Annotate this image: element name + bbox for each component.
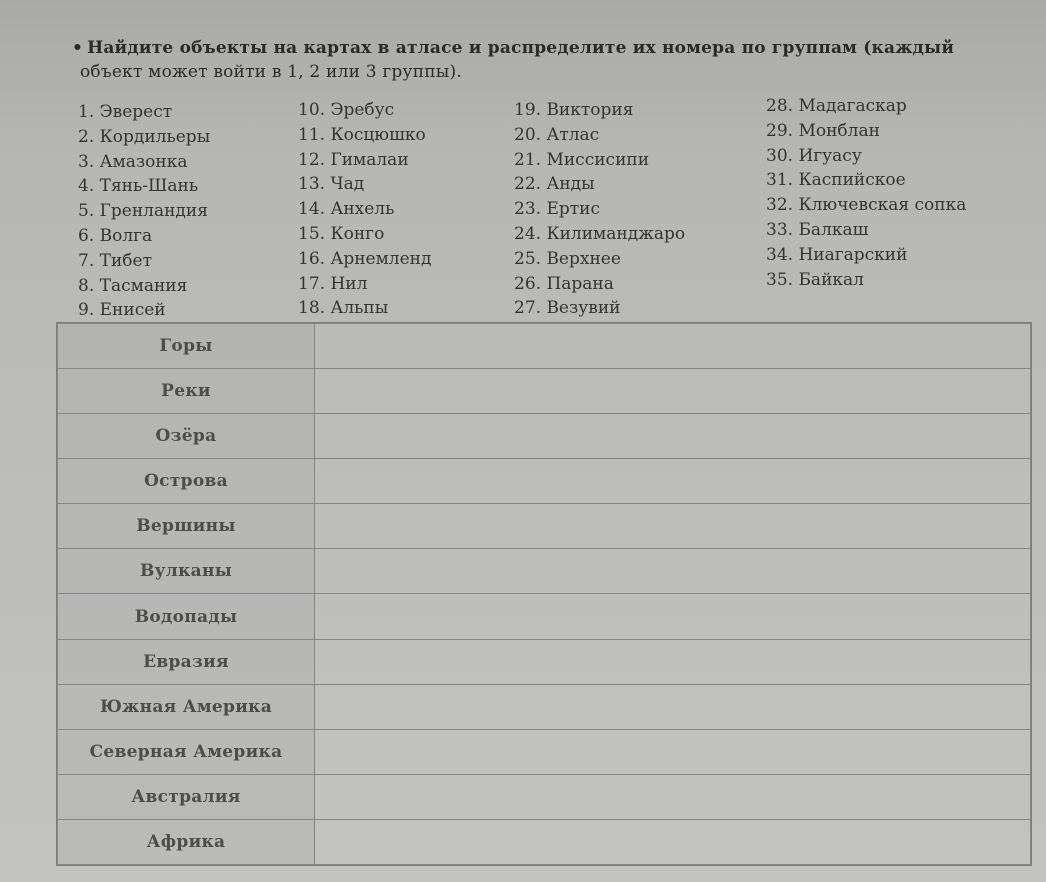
object-item: 22. Анды [514,174,595,195]
task-instruction [72,36,1012,84]
object-item: 2. Кордильеры [78,126,211,147]
object-item: 15. Конго [298,223,385,244]
bullet-icon: • [72,38,84,58]
table-row [58,639,1031,684]
object-item: 21. Миссисипи [514,149,650,170]
object-item: 11. Косцюшко [298,124,426,145]
answer-cell[interactable] [315,549,1031,594]
group-label: Африка [58,819,315,864]
object-item: 35. Байкал [766,269,864,290]
object-item: 3. Амазонка [78,151,188,172]
table-row [58,774,1031,819]
objects-column-3 [514,98,685,321]
object-item: 9. Енисей [78,300,166,321]
object-item: 1. Эверест [78,102,173,122]
task-line-2: объект может войти в 1, 2 или 3 группы). [80,62,462,82]
object-item: 33. Балкаш [766,219,869,240]
object-item: 16. Арнемленд [298,248,432,269]
object-item: 26. Парана [514,273,614,294]
table-row [58,504,1031,549]
groups-table [56,322,1032,866]
answer-cell[interactable] [315,639,1031,684]
object-item: 12. Гималаи [298,149,409,170]
object-item: 27. Везувий [514,298,621,319]
object-item: 5. Гренландия [78,201,208,222]
group-label: Вершины [58,504,315,549]
task-line-1 [72,36,1012,60]
objects-list [0,96,1046,326]
answer-cell[interactable] [315,729,1031,774]
group-label: Горы [58,324,315,369]
table-row [58,324,1031,369]
object-item: 20. Атлас [514,124,600,145]
answer-cell[interactable] [315,819,1031,864]
object-item: 19. Виктория [514,100,634,120]
table-row [58,459,1031,504]
answer-cell[interactable] [315,414,1031,459]
object-item: 18. Альпы [298,298,389,319]
table-row [58,594,1031,639]
group-label: Южная Америка [58,684,315,729]
table-row [58,729,1031,774]
answer-cell[interactable] [315,684,1031,729]
objects-column-1 [78,100,210,323]
objects-column-2 [298,98,431,321]
answer-cell[interactable] [315,324,1031,369]
groups-table-body [57,323,1031,865]
object-item: 8. Тасмания [78,275,188,296]
group-label: Водопады [58,594,315,639]
table-row [58,549,1031,594]
object-item: 25. Верхнее [514,248,621,269]
object-item: 30. Игуасу [766,145,862,166]
object-item: 28. Мадагаскар [766,96,907,116]
table-row [58,414,1031,459]
table-row [58,819,1031,864]
answer-cell[interactable] [315,369,1031,414]
object-item: 4. Тянь-Шань [78,176,199,197]
group-label: Вулканы [58,549,315,594]
object-item: 7. Тибет [78,250,152,271]
object-item: 24. Килиманджаро [514,223,686,244]
group-label: Северная Америка [58,729,315,774]
group-label: Евразия [58,639,315,684]
group-label: Австралия [58,774,315,819]
group-label: Острова [58,459,315,504]
answer-cell[interactable] [315,459,1031,504]
object-item: 14. Анхель [298,199,395,220]
object-item: 13. Чад [298,174,365,195]
answer-cell[interactable] [315,774,1031,819]
object-item: 29. Монблан [766,120,880,141]
task-line-1-text: Найдите объекты на картах в атласе и распределите их номера по группам (каждый [87,38,955,58]
objects-column-4 [766,94,966,292]
object-item: 23. Ертис [514,199,600,220]
table-row [58,684,1031,729]
group-label: Озёра [58,414,315,459]
answer-cell[interactable] [315,594,1031,639]
object-item: 6. Волга [78,225,153,246]
table-row [58,369,1031,414]
object-item: 34. Ниагарский [766,244,908,265]
object-item: 31. Каспийское [766,170,906,191]
group-label: Реки [58,369,315,414]
answer-cell[interactable] [315,504,1031,549]
object-item: 32. Ключевская сопка [766,195,967,216]
object-item: 17. Нил [298,273,368,294]
object-item: 10. Эребус [298,100,395,120]
